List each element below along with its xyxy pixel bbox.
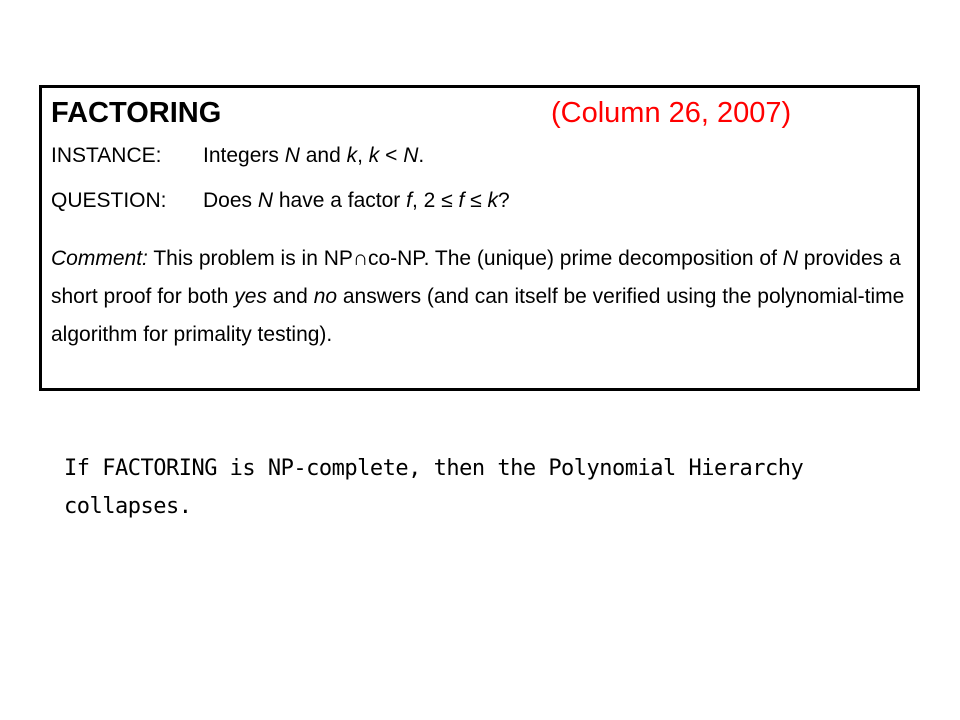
instance-label: INSTANCE: <box>51 144 162 167</box>
comment-paragraph: Comment: This problem is in NP∩co-NP. The (unique) prime decomposition of N provides a short proof for both yes and no answers (and can itself be verified using the polynomial-time algorithm for primality testing). <box>51 247 905 346</box>
column-citation: (Column 26, 2007) <box>551 97 792 129</box>
problem-title: FACTORING <box>51 97 222 129</box>
question-line <box>51 188 510 214</box>
question-text: Does N have a factor f, 2 ≤ f ≤ k? <box>203 189 510 212</box>
question-label: QUESTION: <box>51 189 167 212</box>
instance-line <box>51 143 424 169</box>
comment-label: Comment: <box>51 247 148 270</box>
instance-text: Integers N and k, k < N. <box>203 144 425 167</box>
problem-definition-box <box>39 85 920 391</box>
conclusion-statement: If FACTORING is NP-complete, then the Polynomial Hierarchy collapses. <box>64 456 804 519</box>
